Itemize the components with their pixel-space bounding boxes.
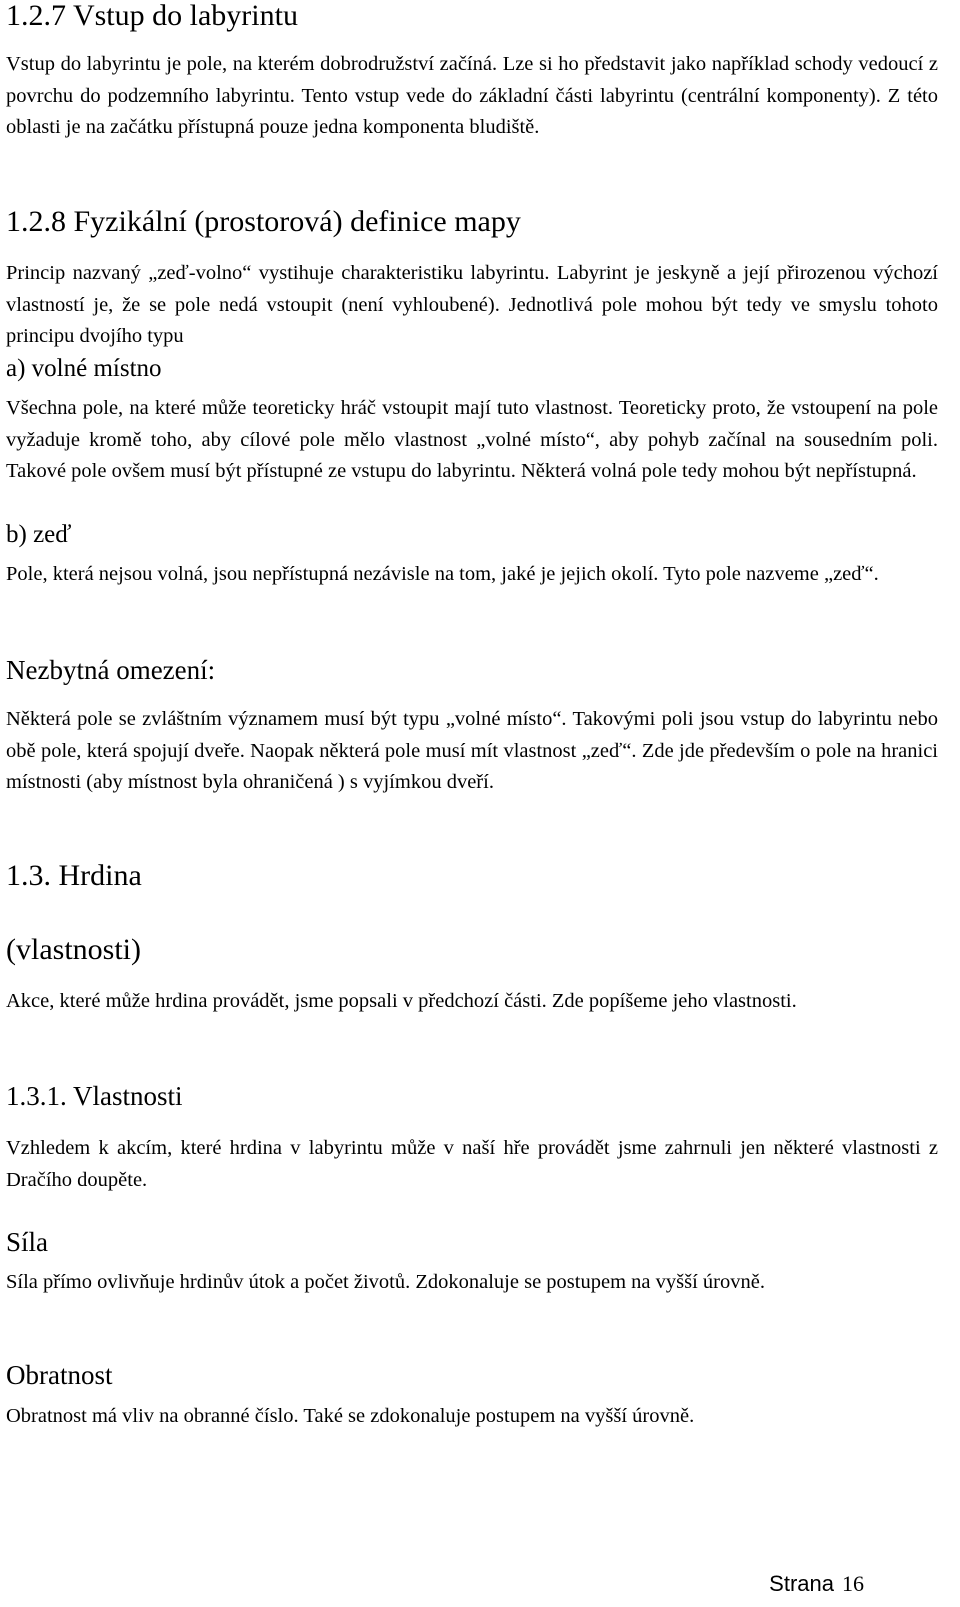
- page-number: 16: [842, 1571, 864, 1596]
- paragraph-agility: Obratnost má vliv na obranné číslo. Také se zdokonaluje postupem na vyšší úrovně.: [6, 1405, 695, 1427]
- paragraph-properties: Vzhledem k akcím, které hrdina v labyrintu může v naší hře provádět jsme zahrnuli jen některé vlastnosti z Dračího doupěte.: [6, 1137, 938, 1191]
- paragraph-principle: Princip nazvaný „zeď-volno“ vystihuje charakteristiku labyrintu. Labyrint je jeskyně a její přirozenou výchozí vlastností je, že se pole nedá vstoupit (není vyhloubené). Jednotlivá pole mohou být tedy ve smyslu tohoto principu dvojího typu: [6, 262, 938, 347]
- subheading-free-space: a) volné místno: [6, 355, 162, 382]
- paragraph-constraints: Některá pole se zvláštním významem musí být typu „volné místo“. Takovými poli jsou vstup do labyrintu nebo obě pole, která spojují dveře. Naopak některá pole musí mít vlastnost „zeď“. Zde jde především o pole na hranici místnosti (aby místnost byla ohraničená ) s vyjímkou dveří.: [6, 708, 938, 793]
- heading-strength: Síla: [6, 1227, 49, 1257]
- heading-1-2-8: 1.2.8 Fyzikální (prostorová) definice mapy: [6, 205, 521, 238]
- subheading-wall: b) zeď: [6, 521, 72, 548]
- paragraph-hero: Akce, které může hrdina provádět, jsme popsali v předchozí části. Zde popíšeme jeho vlastnosti.: [6, 990, 797, 1012]
- heading-1-3-hero: 1.3. Hrdina: [6, 859, 142, 892]
- paragraph-wall: Pole, která nejsou volná, jsou nepřístupná nezávisle na tom, jaké je jejich okolí. Tyto pole nazveme „zeď“.: [6, 563, 879, 585]
- heading-agility: Obratnost: [6, 1360, 113, 1390]
- page-footer: [769, 1571, 864, 1597]
- paragraph-strength: Síla přímo ovlivňuje hrdinův útok a počet životů. Zdokonaluje se postupem na vyšší úrovně.: [6, 1271, 765, 1293]
- heading-hero-properties: (vlastnosti): [6, 933, 141, 966]
- paragraph-free-space: Všechna pole, na které může teoreticky hráč vstoupit mají tuto vlastnost. Teoreticky proto, že vstoupení na pole vyžaduje kromě toho, aby cílové pole mělo vlastnost „volné místo“, aby pohyb začínal na sousedním poli. Takové pole ovšem musí být přístupné ze vstupu do labyrintu. Některá volná pole tedy mohou být nepřístupná.: [6, 397, 938, 482]
- paragraph-entrance: Vstup do labyrintu je pole, na kterém dobrodružství začíná. Lze si ho představit jako například schody vedoucí z povrchu do podzemního labyrintu. Tento vstup vede do základní části labyrintu (centrální komponenty). Z této oblasti je na začátku přístupná pouze jedna komponenta bludiště.: [6, 53, 938, 138]
- heading-constraints: Nezbytná omezení:: [6, 655, 216, 685]
- page-label: Strana: [769, 1571, 834, 1596]
- heading-1-3-1: 1.3.1. Vlastnosti: [6, 1081, 183, 1111]
- heading-1-2-7: 1.2.7 Vstup do labyrintu: [6, 0, 298, 32]
